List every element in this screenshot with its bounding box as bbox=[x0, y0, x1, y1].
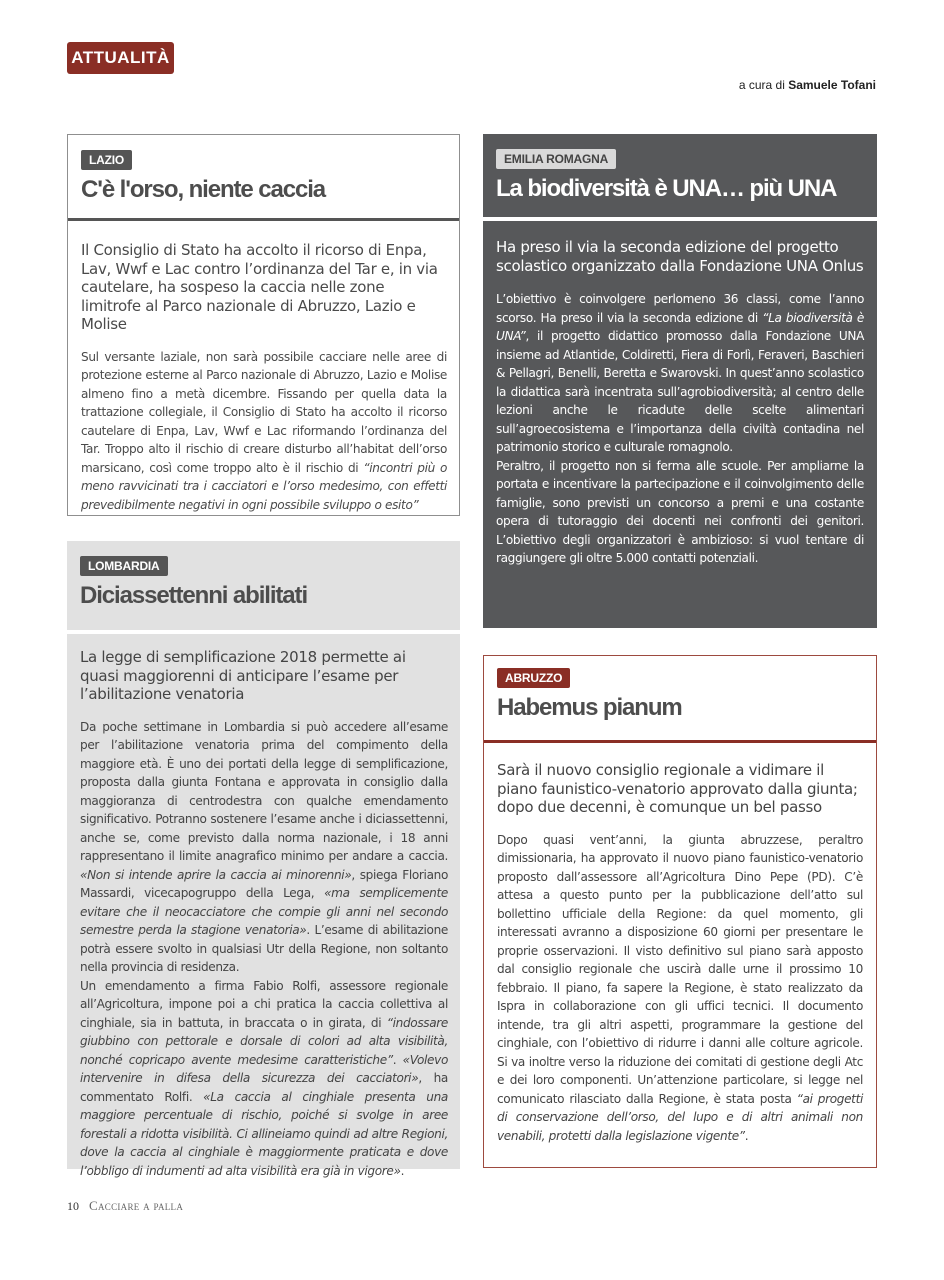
body-quote: “incontri più o meno ravvicinati tra i cacciatori e l’orso medesimo, con effetti prevedibilmente negativi in ogni possibile sviluppo o esito” bbox=[81, 460, 447, 512]
body-quote: «Non si intende aprire la caccia ai minorenni» bbox=[80, 867, 352, 882]
article-emilia-romagna bbox=[483, 134, 877, 628]
article-header bbox=[67, 541, 460, 634]
article-lead: La legge di semplificazione 2018 permette ai quasi maggiorenni di anticipare l’esame per l’abilitazione venatoria bbox=[80, 648, 406, 703]
page-number: 10 bbox=[67, 1199, 79, 1213]
region-badge: EMILIA ROMAGNA bbox=[496, 149, 616, 169]
body-text: Sul versante laziale, non sarà possibile cacciare nelle aree di protezione esterne al Parco nazionale di Abruzzo, Lazio e Molise almeno fino a metà dicembre. Fissando per quella data la trattazione collegiale, il Consiglio di Stato ha accolto il ricorso cautelare di Enpa, Lav, Wwf e Lac riformando l’ordinanza del Tar. Troppo alto il rischio di creare disturbo all’habitat dell’orso marsicano, così come troppo alto è il rischio di bbox=[81, 349, 447, 475]
body-quote: “ai progetti di conservazione dell’orso, del lupo e di altri animali non venabili, protetti dalla legislazione vigente” bbox=[497, 1091, 863, 1143]
article-body bbox=[497, 831, 863, 1146]
body-quote: «ma semplicemente evitare che il neocacciatore che compie gli anni nel secondo semestre perda la stagione venatoria» bbox=[80, 886, 448, 937]
article-body bbox=[496, 290, 864, 568]
body-paragraph: Peraltro, il progetto non si ferma alle scuole. Per ampliarne la portata e incentivare la partecipazione e il coinvolgimento delle famiglie, sono previsti un concorso a premi e una costante opera di tutoraggio dei docenti nei confronti dei genitori. L’obiettivo degli organizzatori è ambizioso: si vuol tentare di raggiungere gli oltre 5.000 contatti potenziali. bbox=[496, 458, 864, 565]
article-title: Habemus pianum bbox=[497, 694, 682, 721]
article-header bbox=[483, 134, 877, 221]
magazine-name: Cacciare a palla bbox=[89, 1198, 184, 1213]
body-text: Dopo quasi vent’anni, la giunta abruzzese, peraltro dimissionaria, ha approvato il nuovo piano faunistico-venatorio proposto dall’assessore all’Agricoltura Dino Pepe (PD). C’è attesa a questo punto per la pubblicazione dell’atto sul bollettino ufficiale della Regione: da quel momento, gli interessati avranno a disposizione 60 giorni per presentare le proprie osservazioni. Il visto definitivo sul piano sarà apposto dal consiglio regionale che uscirà dalle urne il prossimo 10 febbraio. Il piano, fa sapere la Regione, è stato realizzato da Ispra in collaborazione con gli uffici tecnici. Il documento intende, tra gli altri aspetti, programmare la gestione del cinghiale, con l’obiettivo di ridurre i danni alle colture agricole. Si va inoltre verso la riduzione dei comitati di gestione degli Atc e dei loro componenti. Un’attenzione particolare, si legge nel comunicato rilasciato dalla Regione, è stata posta bbox=[497, 832, 863, 1106]
byline bbox=[739, 78, 876, 92]
article-lombardia bbox=[67, 541, 460, 1178]
body-text: . bbox=[400, 1163, 405, 1178]
byline-prefix: a cura di bbox=[738, 78, 785, 92]
body-text: L’obiettivo è coinvolgere perlomeno 36 classi, come l’anno scorso. Ha preso il via la seconda edizione di bbox=[496, 292, 864, 325]
body-text: , spiega Floriano Massardi, vicecapogruppo della Lega, bbox=[80, 867, 448, 900]
article-body bbox=[80, 718, 448, 1181]
body-text: , ha commentato Rolfi. bbox=[80, 1071, 448, 1104]
region-badge: ABRUZZO bbox=[497, 668, 570, 688]
body-quote: “La biodiversità è UNA” bbox=[496, 310, 864, 343]
byline-author: Samuele Tofani bbox=[788, 78, 876, 92]
article-lazio bbox=[67, 134, 460, 516]
region-badge: LOMBARDIA bbox=[80, 556, 168, 576]
article-title: La biodiversità è UNA… più UNA bbox=[496, 175, 837, 202]
article-title: C'è l'orso, niente caccia bbox=[81, 176, 326, 203]
article-header bbox=[68, 135, 459, 221]
article-lead: Il Consiglio di Stato ha accolto il ricorso di Enpa, Lav, Wwf e Lac contro l’ordinanza del Tar e, in via cautelare, ha sospeso la caccia nelle zone limitrofe al Parco nazionale di Abruzzo, Lazio e Molise bbox=[81, 241, 438, 333]
article-header bbox=[484, 656, 876, 743]
region-badge: LAZIO bbox=[81, 150, 132, 170]
body-text: . L’esame di abilitazione potrà essere svolto in qualsiasi Utr della Regione, non soltanto nella provincia di residenza. bbox=[80, 923, 449, 974]
article-lead: Sarà il nuovo consiglio regionale a vidimare il piano faunistico-venatorio approvato dalla giunta; dopo due decenni, è comunque un bel passo bbox=[497, 761, 858, 816]
body-quote: «La caccia al cinghiale presenta una maggiore percentuale di rischio, poiché si svolge in aree forestali a ridotta visibilità. Ci allineiamo quindi ad altre Regioni, dove la caccia al cinghiale è maggiormente praticata e dove l’obbligo di indumenti ad alta visibilità era già in vigore» bbox=[80, 1089, 448, 1178]
body-text: . bbox=[392, 1052, 403, 1067]
page-footer bbox=[67, 1198, 183, 1214]
article-body bbox=[81, 348, 447, 515]
body-text: , il progetto didattico promosso dalla Fondazione UNA insieme ad Atlantide, Coldiretti, Fiera di Forlì, Feraveri, Baschieri & Pellagri, Benelli, Beretta e Swarovski. In quest’anno scolastico la didattica sarà incentrata sull’agrobiodiversità; al centro delle lezioni anche le ricadute delle scelte alimentari sull’agroecosistema e l’importanza della civiltà contadina nel patrimonio storico e culturale romagnolo. bbox=[496, 329, 864, 454]
body-text: Un emendamento a firma Fabio Rolfi, assessore regionale all’Agricoltura, impone poi a chi pratica la caccia collettiva al cinghiale, sia in battuta, in braccata o in girata, di bbox=[80, 978, 448, 1030]
body-quote: «Volevo intervenire in difesa della sicurezza dei cacciatori» bbox=[80, 1052, 448, 1085]
article-title: Diciassettenni abilitati bbox=[80, 582, 308, 609]
article-lead: Ha preso il via la seconda edizione del progetto scolastico organizzato dalla Fondazione UNA Onlus bbox=[496, 238, 864, 275]
body-quote: “indossare giubbino con pettorale e dorsale di colori ad alta visibilità, nonché copricapo avente medesime caratteristiche” bbox=[80, 1015, 448, 1067]
article-abruzzo bbox=[483, 655, 877, 1168]
section-tag: ATTUALITÀ bbox=[67, 42, 174, 74]
body-text: . bbox=[744, 1128, 749, 1143]
body-text: Da poche settimane in Lombardia si può accedere all’esame per l’abilitazione venatoria prima del compimento della maggiore età. È uno dei portati della legge di semplificazione, proposta dalla giunta Fontana e approvata in consiglio dalla maggioranza di centrodestra con qualche emendamento significativo. Potranno sostenere l’esame anche i diciassettenni, anche se, come previsto dalla norma nazionale, i 18 anni rappresentano il limite anagrafico minimo per andare a caccia. bbox=[80, 719, 448, 863]
